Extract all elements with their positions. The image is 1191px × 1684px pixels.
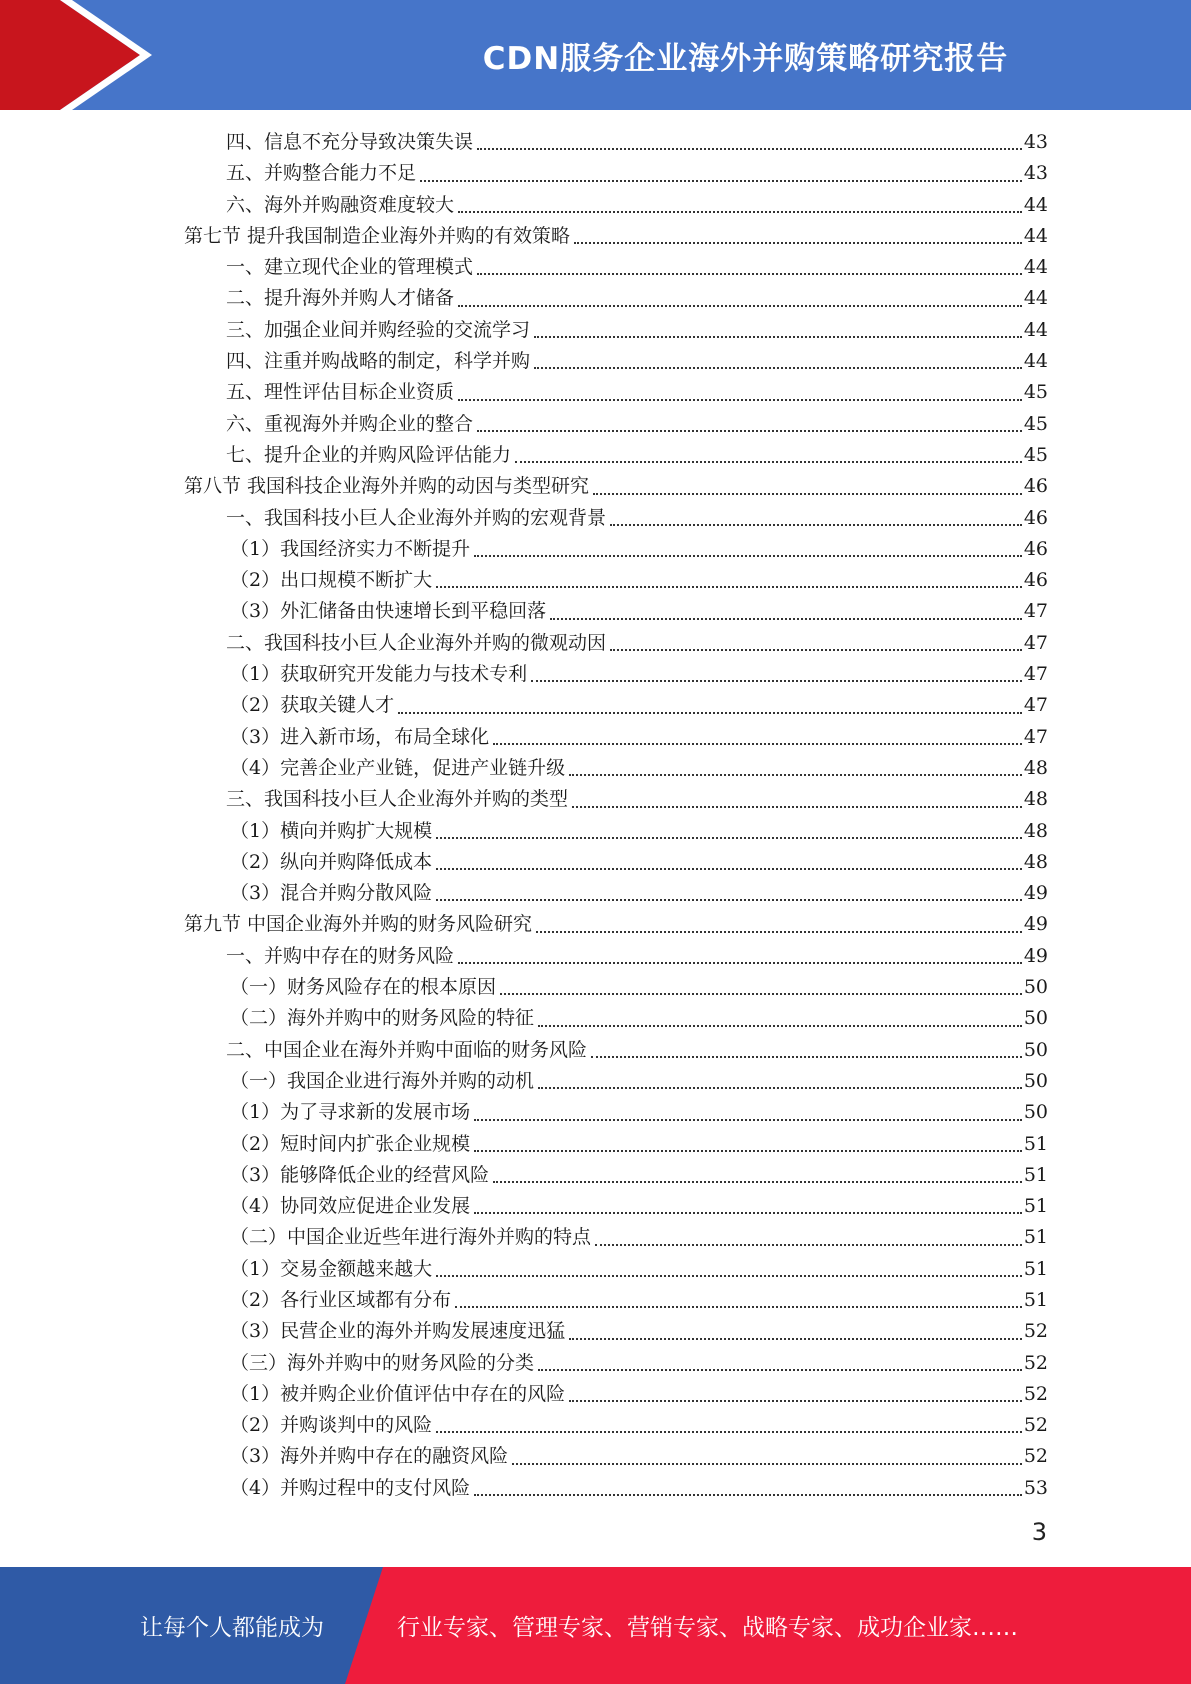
toc-leader-dots: [436, 837, 1022, 839]
toc-leader-dots: [574, 242, 1022, 244]
toc-entry-page: 48: [1023, 756, 1048, 779]
toc-entry-title: （三）海外并购中的财务风险的分类: [230, 1351, 535, 1374]
toc-entry[interactable]: [184, 534, 1048, 565]
toc-leader-dots: [474, 1494, 1022, 1496]
toc-entry[interactable]: [184, 127, 1048, 158]
toc-entry-page: 44: [1023, 318, 1048, 341]
toc-entry-title: 二、中国企业在海外并购中面临的财务风险: [226, 1038, 588, 1061]
toc-entry-title: （2）短时间内扩张企业规模: [230, 1132, 471, 1155]
toc-entry-page: 49: [1023, 882, 1048, 905]
toc-entry-title: （1）获取研究开发能力与技术专利: [230, 663, 528, 686]
toc-leader-dots: [550, 618, 1022, 620]
toc-leader-dots: [536, 931, 1022, 933]
toc-entry-page: 48: [1023, 850, 1048, 873]
toc-entry-page: 47: [1023, 694, 1048, 717]
toc-leader-dots: [515, 461, 1022, 463]
toc-entry-page: 45: [1023, 381, 1048, 404]
page-header: [0, 0, 1191, 110]
toc-leader-dots: [538, 1087, 1022, 1089]
toc-entry-page: 48: [1023, 819, 1048, 842]
toc-entry[interactable]: [184, 252, 1048, 283]
toc-entry[interactable]: [184, 503, 1048, 534]
toc-entry-title: （一）财务风险存在的根本原因: [230, 976, 497, 999]
toc-leader-dots: [500, 993, 1022, 995]
toc-leader-dots: [591, 1056, 1022, 1058]
toc-entry-title: 七、提升企业的并购风险评估能力: [226, 443, 512, 466]
toc-entry-title: （2）纵向并购降低成本: [230, 850, 433, 873]
toc-entry-title: （1）交易金额越来越大: [230, 1257, 433, 1280]
toc-entry[interactable]: [184, 909, 1048, 940]
footer-slogan-right: 行业专家、管理专家、营销专家、战略专家、成功企业家……: [397, 1615, 1018, 1641]
toc-entry-page: 50: [1023, 1101, 1048, 1124]
toc-entry[interactable]: [184, 1035, 1048, 1066]
toc-leader-dots: [538, 1025, 1022, 1027]
toc-entry[interactable]: [184, 158, 1048, 189]
toc-entry[interactable]: [184, 409, 1048, 440]
toc-entry[interactable]: [184, 1379, 1048, 1410]
toc-entry-page: 47: [1023, 631, 1048, 654]
toc-entry-page: 51: [1023, 1257, 1048, 1280]
toc-leader-dots: [436, 586, 1022, 588]
page-footer: [0, 1567, 1191, 1684]
toc-entry-page: 51: [1023, 1226, 1048, 1249]
toc-entry-title: 五、理性评估目标企业资质: [226, 381, 455, 404]
toc-entry-page: 46: [1023, 475, 1048, 498]
toc-entry[interactable]: [184, 190, 1048, 221]
toc-leader-dots: [458, 399, 1022, 401]
toc-entry-title: （1）横向并购扩大规模: [230, 819, 433, 842]
toc-entry[interactable]: [184, 221, 1048, 252]
toc-entry-title: （4）完善企业产业链，促进产业链升级: [230, 756, 566, 779]
toc-leader-dots: [474, 1119, 1022, 1121]
toc-leader-dots: [534, 336, 1022, 338]
toc-entry-page: 52: [1023, 1414, 1048, 1437]
toc-entry[interactable]: [184, 753, 1048, 784]
toc-entry[interactable]: [184, 315, 1048, 346]
toc-entry-title: 四、信息不充分导致决策失误: [226, 131, 474, 153]
toc-leader-dots: [477, 148, 1022, 150]
toc-entry-title: （3）能够降低企业的经营风险: [230, 1163, 490, 1186]
toc-entry[interactable]: [184, 1129, 1048, 1160]
toc-entry-title: （二）海外并购中的财务风险的特征: [230, 1007, 535, 1030]
toc-entry[interactable]: [184, 690, 1048, 721]
toc-leader-dots: [569, 1338, 1022, 1340]
toc-entry-title: 一、我国科技小巨人企业海外并购的宏观背景: [226, 506, 607, 529]
toc-entry-title: （4）并购过程中的支付风险: [230, 1476, 471, 1499]
toc-entry-title: （2）各行业区域都有分布: [230, 1288, 452, 1311]
toc-entry[interactable]: [184, 1473, 1048, 1504]
toc-leader-dots: [610, 524, 1022, 526]
toc-leader-dots: [455, 1306, 1022, 1308]
toc-leader-dots: [512, 1463, 1022, 1465]
table-of-contents: [184, 127, 1048, 1504]
toc-leader-dots: [493, 1181, 1022, 1183]
toc-entry[interactable]: [184, 1191, 1048, 1222]
toc-leader-dots: [610, 649, 1022, 651]
toc-entry[interactable]: [184, 283, 1048, 314]
toc-leader-dots: [572, 806, 1022, 808]
toc-leader-dots: [436, 868, 1022, 870]
toc-entry[interactable]: [184, 1410, 1048, 1441]
toc-leader-dots: [595, 1244, 1022, 1246]
toc-entry-title: （2）出口规模不断扩大: [230, 569, 433, 592]
toc-entry-page: 45: [1023, 412, 1048, 435]
toc-entry-title: 三、我国科技小巨人企业海外并购的类型: [226, 788, 569, 811]
toc-leader-dots: [436, 1431, 1022, 1433]
toc-entry-page: 44: [1023, 256, 1048, 279]
page-number: 3: [1031, 1518, 1047, 1546]
toc-entry-title: 第七节 提升我国制造企业海外并购的有效策略: [184, 224, 571, 247]
toc-entry-page: 53: [1023, 1476, 1048, 1499]
toc-entry-page: 52: [1023, 1445, 1048, 1468]
toc-entry-page: 51: [1023, 1163, 1048, 1186]
document-title: CDN服务企业海外并购策略研究报告: [482, 40, 1009, 77]
toc-entry-page: 46: [1023, 569, 1048, 592]
toc-entry-page: 48: [1023, 788, 1048, 811]
toc-entry[interactable]: [184, 1348, 1048, 1379]
toc-entry-title: （3）混合并购分散风险: [230, 882, 433, 905]
toc-entry[interactable]: [184, 628, 1048, 659]
toc-entry[interactable]: [184, 847, 1048, 878]
toc-entry[interactable]: [184, 659, 1048, 690]
toc-entry-title: （2）并购谈判中的风险: [230, 1414, 433, 1437]
toc-entry-page: 52: [1023, 1382, 1048, 1405]
toc-entry[interactable]: [184, 816, 1048, 847]
toc-entry-title: 五、并购整合能力不足: [226, 162, 417, 185]
toc-leader-dots: [493, 743, 1022, 745]
toc-entry-title: 六、海外并购融资难度较大: [226, 193, 455, 216]
toc-entry-title: （4）协同效应促进企业发展: [230, 1195, 471, 1218]
toc-entry-page: 45: [1023, 443, 1048, 466]
toc-leader-dots: [474, 1150, 1022, 1152]
toc-entry-page: 51: [1023, 1132, 1048, 1155]
toc-leader-dots: [420, 180, 1022, 182]
toc-entry-title: （1）为了寻求新的发展市场: [230, 1101, 471, 1124]
toc-entry-page: 44: [1023, 350, 1048, 373]
toc-entry-title: （2）获取关键人才: [230, 694, 395, 717]
toc-entry-page: 43: [1023, 131, 1048, 153]
toc-leader-dots: [458, 962, 1022, 964]
toc-entry-title: （3）海外并购中存在的融资风险: [230, 1445, 509, 1468]
toc-entry[interactable]: [184, 1254, 1048, 1285]
toc-entry-page: 46: [1023, 506, 1048, 529]
toc-entry-page: 50: [1023, 1038, 1048, 1061]
toc-entry[interactable]: [184, 346, 1048, 377]
toc-entry-page: 47: [1023, 725, 1048, 748]
toc-entry[interactable]: [184, 596, 1048, 627]
toc-entry[interactable]: [184, 722, 1048, 753]
toc-entry-page: 43: [1023, 162, 1048, 185]
toc-entry[interactable]: [184, 565, 1048, 596]
toc-entry-page: 47: [1023, 663, 1048, 686]
toc-entry[interactable]: [184, 377, 1048, 408]
toc-entry[interactable]: [184, 784, 1048, 815]
toc-entry-title: （3）外汇储备由快速增长到平稳回落: [230, 600, 547, 623]
toc-entry-title: 二、提升海外并购人才储备: [226, 287, 455, 310]
toc-leader-dots: [569, 1400, 1022, 1402]
toc-entry-title: 三、加强企业间并购经验的交流学习: [226, 318, 531, 341]
toc-entry-page: 50: [1023, 1069, 1048, 1092]
toc-leader-dots: [538, 1369, 1022, 1371]
toc-entry-page: 44: [1023, 287, 1048, 310]
toc-leader-dots: [474, 555, 1022, 557]
toc-entry[interactable]: [184, 1441, 1048, 1472]
footer-slogan-left: 让每个人都能成为: [140, 1615, 324, 1641]
toc-entry[interactable]: [184, 941, 1048, 972]
toc-entry-title: 第九节 中国企业海外并购的财务风险研究: [184, 913, 533, 936]
toc-entry-title: （3）民营企业的海外并购发展速度迅猛: [230, 1320, 566, 1343]
toc-entry-title: 四、注重并购战略的制定，科学并购: [226, 350, 531, 373]
toc-leader-dots: [398, 712, 1022, 714]
toc-entry-page: 52: [1023, 1320, 1048, 1343]
toc-entry[interactable]: [184, 972, 1048, 1003]
toc-entry-page: 46: [1023, 537, 1048, 560]
toc-leader-dots: [531, 680, 1022, 682]
toc-entry[interactable]: [184, 1316, 1048, 1347]
toc-entry[interactable]: [184, 1066, 1048, 1097]
toc-entry[interactable]: [184, 440, 1048, 471]
toc-entry-title: （1）被并购企业价值评估中存在的风险: [230, 1382, 566, 1405]
toc-entry-title: （一）我国企业进行海外并购的动机: [230, 1069, 535, 1092]
toc-entry-title: （3）进入新市场，布局全球化: [230, 725, 490, 748]
toc-leader-dots: [458, 305, 1022, 307]
toc-entry-page: 52: [1023, 1351, 1048, 1374]
toc-entry[interactable]: [184, 1160, 1048, 1191]
toc-entry-page: 47: [1023, 600, 1048, 623]
toc-leader-dots: [474, 1212, 1022, 1214]
toc-entry-title: 二、我国科技小巨人企业海外并购的微观动因: [226, 631, 607, 654]
toc-entry[interactable]: [184, 1097, 1048, 1128]
toc-entry-page: 49: [1023, 944, 1048, 967]
toc-entry-title: 六、重视海外并购企业的整合: [226, 412, 474, 435]
toc-entry-page: 51: [1023, 1288, 1048, 1311]
toc-entry-title: （二）中国企业近些年进行海外并购的特点: [230, 1226, 592, 1249]
toc-entry[interactable]: [184, 471, 1048, 502]
toc-entry-title: （1）我国经济实力不断提升: [230, 537, 471, 560]
toc-entry-page: 50: [1023, 1007, 1048, 1030]
toc-leader-dots: [477, 430, 1022, 432]
toc-entry-title: 第八节 我国科技企业海外并购的动因与类型研究: [184, 475, 590, 498]
toc-entry[interactable]: [184, 1003, 1048, 1034]
toc-leader-dots: [436, 1275, 1022, 1277]
toc-leader-dots: [477, 273, 1022, 275]
toc-entry[interactable]: [184, 1285, 1048, 1316]
toc-entry[interactable]: [184, 878, 1048, 909]
toc-entry-title: 一、建立现代企业的管理模式: [226, 256, 474, 279]
toc-leader-dots: [569, 774, 1022, 776]
toc-entry-page: 44: [1023, 193, 1048, 216]
toc-entry-page: 51: [1023, 1195, 1048, 1218]
toc-leader-dots: [436, 899, 1022, 901]
toc-leader-dots: [458, 211, 1022, 213]
toc-entry-page: 44: [1023, 224, 1048, 247]
toc-leader-dots: [593, 493, 1022, 495]
toc-entry-page: 49: [1023, 913, 1048, 936]
toc-entry-title: 一、并购中存在的财务风险: [226, 944, 455, 967]
toc-leader-dots: [534, 367, 1022, 369]
toc-entry-page: 50: [1023, 976, 1048, 999]
toc-entry[interactable]: [184, 1222, 1048, 1253]
